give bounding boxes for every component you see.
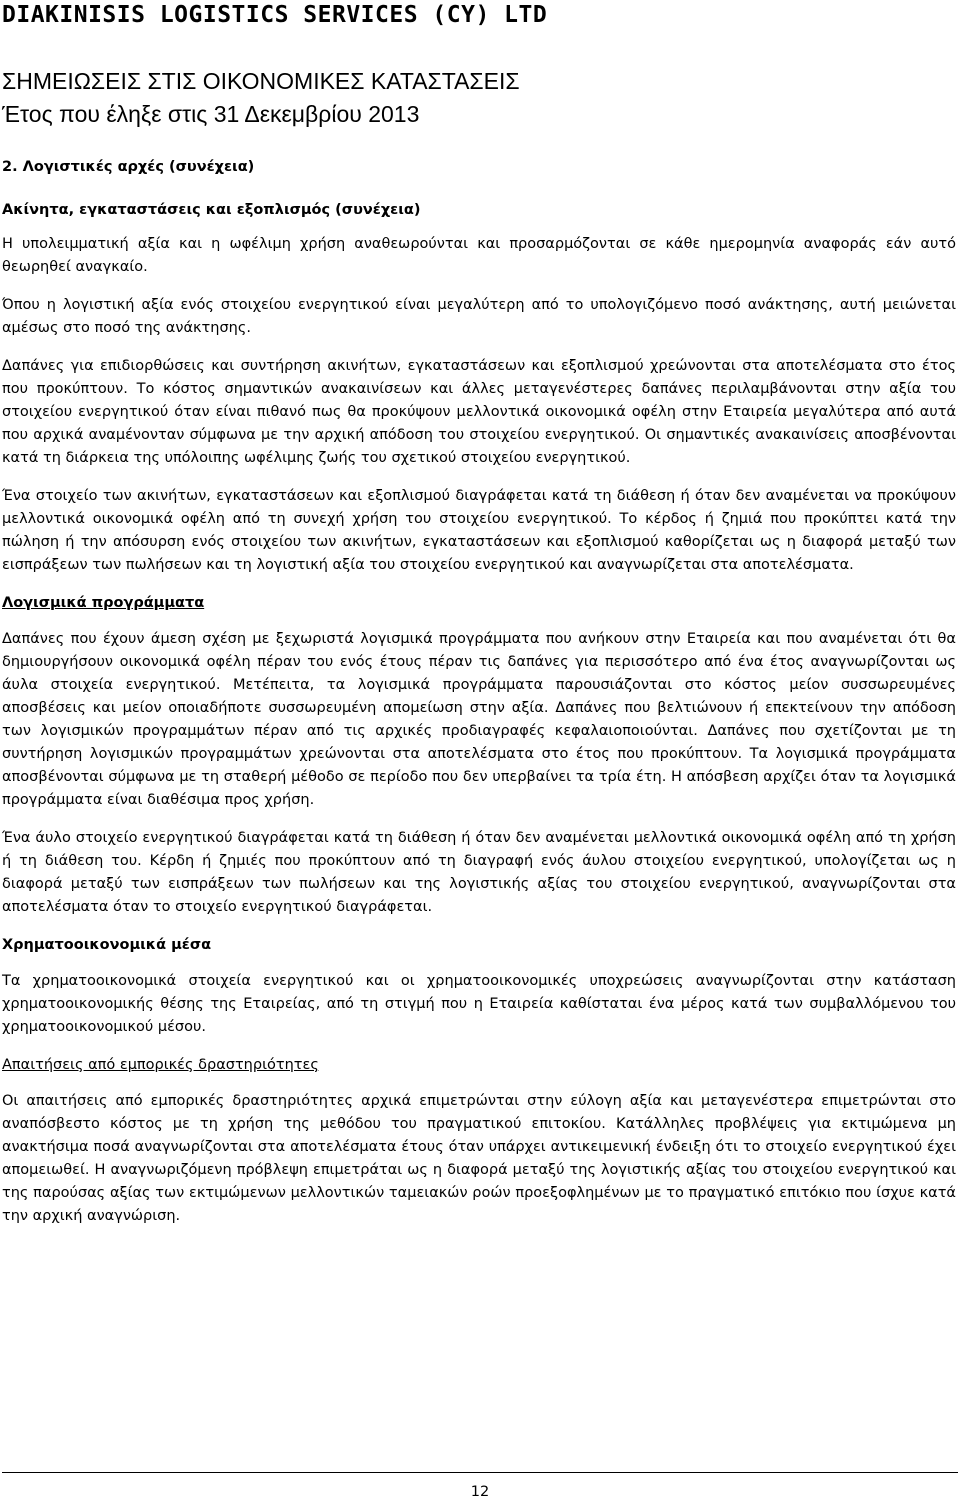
subsection-heading: Ακίνητα, εγκαταστάσεις και εξοπλισμός (συνέχεια) bbox=[2, 202, 421, 218]
paragraph-software-costs: Δαπάνες που έχουν άμεση σχέση με ξεχωριστά λογισμικά προγράμματα που ανήκουν στην Εταιρεία και που αναμένεται ότι θα δημιουργήσουν οικονομικά οφέλη πέραν του ενός έτους πέραν τις δαπάνες για περισσότερο από ένα έτος αναγνωρίζονται ως άυλα στοιχεία ενεργητικού. Μετέπειτα, τα λογισμικά προγράμματα παρουσιάζονται στο κόστος μείον συσσωρευμένες αποσβέσεις και μείον οποιαδήποτε συσσωρευμένη απομείωση στην αξία. Δαπάνες που βελτιώνουν ή επεκτείνουν την απόδοση των λογισμικών προγραμμάτων πέραν από τις αρχικές προδιαγραφές κεφαλαιοποιούνται. Δαπάνες που σχετίζονται με τη συντήρηση λογισμικών προγραμμάτων χρεώνονται στα αποτελέσματα στο έτος που προκύπτουν. Τα λογισμικά προγράμματα αποσβένονται σύμφωνα με τη σταθερή μέθοδο σε περίοδο που δεν υπερβαίνει τα τρία έτη. Η απόσβεση αρχίζει όταν τα λογισμικά προγράμματα είναι διαθέσιμα προς χρήση. bbox=[2, 631, 956, 808]
page-number: 12 bbox=[470, 1484, 490, 1500]
document-title: ΣΗΜΕΙΩΣΕΙΣ ΣΤΙΣ ΟΙΚΟΝΟΜΙΚΕΣ ΚΑΤΑΣΤΑΣΕΙΣ bbox=[2, 68, 520, 94]
paragraph-repairs-maintenance: Δαπάνες για επιδιορθώσεις και συντήρηση ακινήτων, εγκαταστάσεων και εξοπλισμού χρεώνονται στα αποτελέσματα στο έτος που προκύπτουν. Το κόστος σημαντικών ανακαινίσεων και άλλες μεταγενέστερες δαπάνες περιλαμβάνονται στην αξία του στοιχείου ενεργητικού όταν είναι πιθανό πως θα προκύψουν μελλοντικά οικονομικά οφέλη στην Εταιρεία μεγαλύτερα από αυτά που αρχικά αναμένονταν σύμφωνα με την αρχική απόδοση του στοιχείου ενεργητικού. Οι σημαντικές ανακαινίσεις αποσβένονται κατά τη διάρκεια της υπόλοιπης ωφέλιμης ζωής του σχετικού στοιχείου ενεργητικού. bbox=[2, 358, 956, 466]
document-body bbox=[2, 156, 956, 1243]
paragraph-residual-value: Η υπολειμματική αξία και η ωφέλιμη χρήση αναθεωρούνται και προσαρμόζονται σε κάθε ημερομηνία αναφοράς εάν αυτό θεωρηθεί αναγκαίο. bbox=[2, 236, 956, 275]
financial-instruments-heading: Χρηματοοικονομικά μέσα bbox=[2, 937, 212, 953]
company-name: DIAKINISIS LOGISTICS SERVICES (CY) LTD bbox=[2, 2, 548, 28]
paragraph-recoverable-amount: Όπου η λογιστική αξία ενός στοιχείου ενεργητικού είναι μεγαλύτερη από το υπολογιζόμενο ποσό ανάκτησης, αυτή μειώνεται αμέσως στο ποσό της ανάκτησης. bbox=[2, 297, 956, 336]
paragraph-trade-receivables: Οι απαιτήσεις από εμπορικές δραστηριότητες αρχικά επιμετρώνται στην εύλογη αξία και μεταγενέστερα επιμετρώνται στο αναπόσβεστο κόστος με τη χρήση της μεθόδου του πραγματικού επιτοκίου. Κατάλληλες προβλέψεις για εκτιμώμενα μη ανακτήσιμα ποσά αναγνωρίζονται στα αποτελέσματα έτους όταν υπάρχει αντικειμενική ένδειξη ότι το στοιχείο ενεργητικού έχει απομειωθεί. Η αναγνωριζόμενη πρόβλεψη επιμετράται ως η διαφορά μεταξύ της λογιστικής αξίας του στοιχείου ενεργητικού και της παρούσας αξίας των εκτιμώμενων μελλοντικών ταμειακών ροών προεξοφλημένων με το πραγματικό επιτόκιο που ίσχυε κατά την αρχική αναγνώριση. bbox=[2, 1093, 956, 1224]
paragraph-intangible-derecognition: Ένα άυλο στοιχείο ενεργητικού διαγράφεται κατά τη διάθεση ή όταν δεν αναμένεται μελλοντικά οικονομικά οφέλη από τη χρήση ή τη διάθεση του. Κέρδη ή ζημιές που προκύπτουν από τη διαγραφή ενός άυλου στοιχείου ενεργητικού, υπολογίζεται ως η διαφορά μεταξύ των εισπράξεων των πωλήσεων και της λογιστικής αξίας του στοιχείου ενεργητικού, αναγνωρίζονται στα αποτελέσματα όταν το στοιχείο ενεργητικού διαγράφεται. bbox=[2, 830, 956, 915]
trade-receivables-heading: Απαιτήσεις από εμπορικές δραστηριότητες bbox=[2, 1057, 319, 1073]
section-heading: 2. Λογιστικές αρχές (συνέχεια) bbox=[2, 159, 255, 175]
paragraph-financial-instruments: Τα χρηματοοικονομικά στοιχεία ενεργητικού και οι χρηματοοικονομικές υποχρεώσεις αναγνωρίζονται στην κατάσταση χρηματοοικονομικής θέσης της Εταιρείας, από τη στιγμή που η Εταιρεία καθίσταται ένα μέρος κατά των συμβαλλόμενου του χρηματοοικονομικού μέσου. bbox=[2, 973, 956, 1035]
reporting-period: Έτος που έληξε στις 31 Δεκεμβρίου 2013 bbox=[2, 101, 420, 127]
footer-divider bbox=[2, 1472, 958, 1473]
paragraph-derecognition: Ένα στοιχείο των ακινήτων, εγκαταστάσεων και εξοπλισμού διαγράφεται κατά τη διάθεση ή όταν δεν αναμένεται να προκύψουν μελλοντικά οικονομικά οφέλη από τη συνεχή χρήση του στοιχείου ενεργητικού. Το κέρδος ή ζημιά που προκύπτει κατά την πώληση ή την απόσυρση ενός στοιχείου των ακινήτων, εγκαταστάσεων και εξοπλισμού καθορίζεται ως η διαφορά μεταξύ των εισπράξεων των πωλήσεων και τη λογιστική αξία του στοιχείου ενεργητικού και αναγνωρίζεται στα αποτελέσματα. bbox=[2, 488, 956, 573]
software-heading: Λογισμικά προγράμματα bbox=[2, 595, 205, 611]
